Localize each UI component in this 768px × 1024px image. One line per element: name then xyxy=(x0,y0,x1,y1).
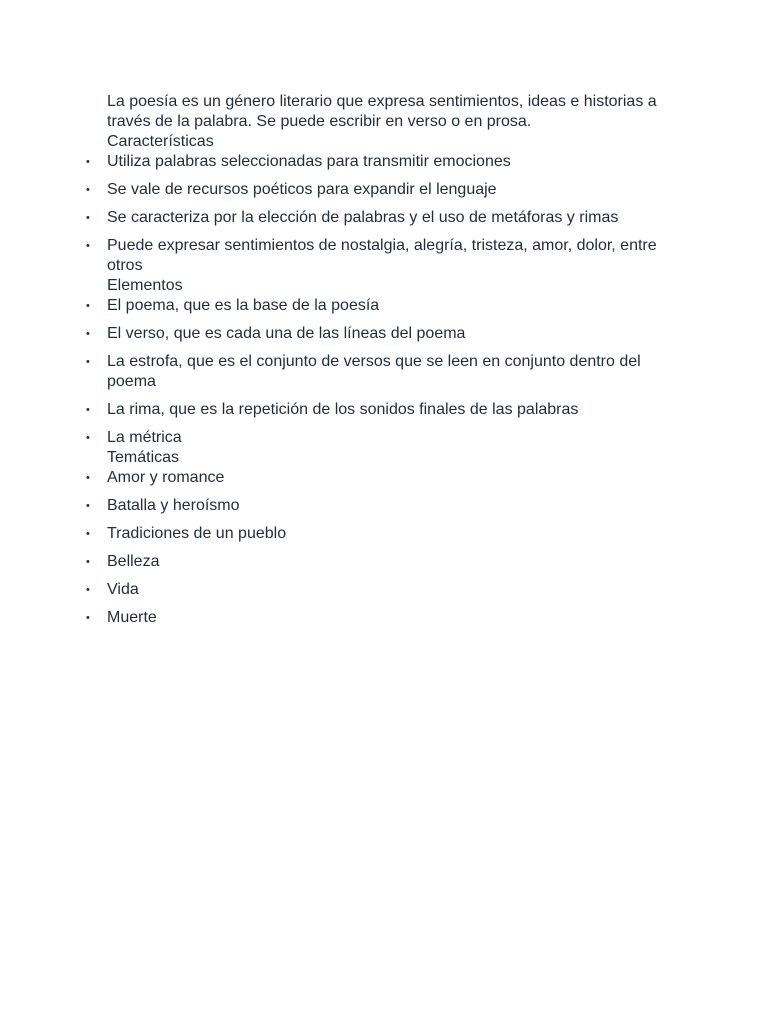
list-item: • Belleza xyxy=(107,552,667,572)
list-item: • Se caracteriza por la elección de palabras y el uso de metáforas y rimas xyxy=(107,208,667,228)
section-heading-tematicas: Temáticas xyxy=(107,449,180,466)
list-elementos xyxy=(107,296,667,448)
list-item: • Amor y romance xyxy=(107,468,667,488)
list-item: • La rima, que es la repetición de los sonidos finales de las palabras xyxy=(107,400,667,420)
list-item: • La estrofa, que es el conjunto de versos que se leen en conjunto dentro del poema xyxy=(107,352,667,392)
list-item: • La métrica xyxy=(107,428,667,448)
list-item: • El verso, que es cada una de las líneas del poema xyxy=(107,324,667,344)
list-caracteristicas xyxy=(107,152,667,276)
section-heading-caracteristicas: Características xyxy=(107,133,214,150)
list-item: • Puede expresar sentimientos de nostalgia, alegría, tristeza, amor, dolor, entre otros xyxy=(107,236,667,276)
list-item: • Se vale de recursos poéticos para expandir el lenguaje xyxy=(107,180,667,200)
list-item: • Muerte xyxy=(107,608,667,628)
list-tematicas xyxy=(107,468,667,628)
intro-paragraph: La poesía es un género literario que expresa sentimientos, ideas e historias a través de la palabra. Se puede escribir en verso o en prosa. xyxy=(107,93,657,130)
list-item: • Utiliza palabras seleccionadas para transmitir emociones xyxy=(107,152,667,172)
document-body xyxy=(107,92,667,628)
section-heading-elementos: Elementos xyxy=(107,277,183,294)
list-item: • El poema, que es la base de la poesía xyxy=(107,296,667,316)
list-item: • Vida xyxy=(107,580,667,600)
list-item: • Batalla y heroísmo xyxy=(107,496,667,516)
list-item: • Tradiciones de un pueblo xyxy=(107,524,667,544)
